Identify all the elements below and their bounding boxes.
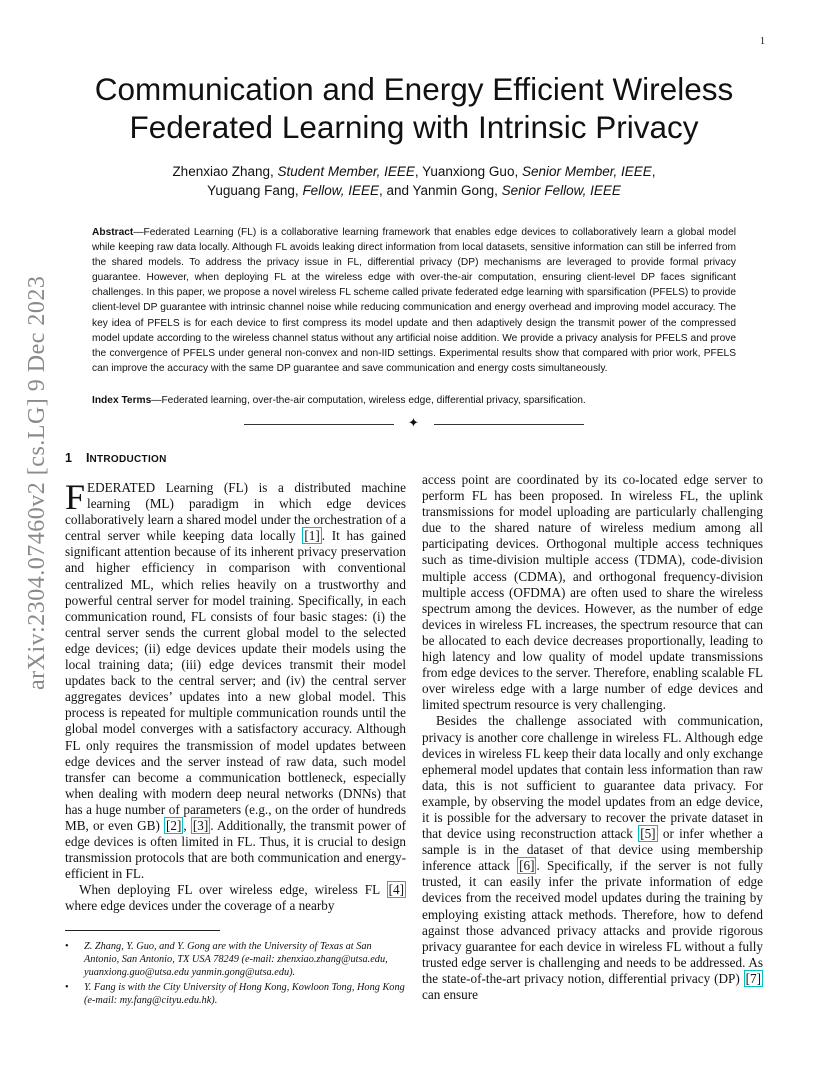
footnote: • Y. Fang is with the City University of Hong Kong, Kowloon Tong, Hong Kong (e-mail: my.fang@cityu.edu.hk). bbox=[65, 981, 406, 1007]
index-terms-label: Index Terms bbox=[92, 395, 152, 406]
text-run: Learning (FL) is a distributed machine learning (ML) paradigm in which edge devices collaboratively learn a shared model under the orchestration of a central server while keeping data locally bbox=[65, 480, 406, 544]
page-number: 1 bbox=[760, 36, 765, 47]
text-run: , bbox=[183, 817, 191, 833]
citation-link[interactable]: [2] bbox=[166, 817, 182, 833]
index-terms bbox=[92, 394, 736, 408]
left-column bbox=[65, 477, 406, 915]
index-terms-text: —Federated learning, over-the-air computation, wireless edge, differential privacy, sparsification. bbox=[151, 395, 586, 406]
section-number: 1 bbox=[65, 451, 72, 465]
citation-link[interactable]: [4] bbox=[388, 882, 404, 898]
arxiv-identifier: arXiv:2304.07460v2 [cs.LG] 9 Dec 2023 bbox=[24, 275, 50, 690]
author-role: Fellow, IEEE bbox=[302, 183, 379, 198]
citation-link[interactable]: [1] bbox=[304, 528, 320, 544]
citation-link[interactable]: [6] bbox=[519, 858, 535, 874]
divider-line-right bbox=[434, 424, 584, 425]
paragraph bbox=[65, 882, 406, 914]
text-run: . It has gained significant attention because of its inherent privacy preservation and higher efficiency in comparison with conventional centralized ML, which relies heavily on a trustworthy and powerful central server for model training. Specifically, in each communication round, FL consists of four basic stages: (i) the central server sends the current global model to the selected edge devices; (ii) edge devices update their models using the local training data; (iii) edge devices transmit their model updates back to the central server; and (iv) the central server aggregates devices’ updates into a new global model. This process is repeated for multiple communication rounds until the global model converges with a satisfactory accuracy. Although FL only requires the transmission of model updates between edge devices and the server instead of raw data, such model transfer can become a communication bottleneck, especially when dealing with modern deep neural networks (DNNs) that has a huge number of parameters (e.g., on the order of hundreds MB, or even GB) bbox=[65, 528, 406, 833]
author-name: Yanmin Gong bbox=[412, 183, 495, 198]
text-run: or infer whether a sample is in the dataset of that device using membership inference attack bbox=[422, 826, 763, 874]
text-run: . Specifically, if the server is not fully trusted, it can easily infer the private information of edge devices from the received model updates during the training by employing existing attack methods. Therefore, how to defend against those advanced privacy attacks and provide rigorous privacy guarantee for each device in wireless FL without a fully trusted edge server is challenging and needs to be addressed. As the state-of-the-art privacy notion, differential privacy (DP) bbox=[422, 858, 764, 986]
footnote-rule bbox=[65, 930, 220, 931]
author-role: Senior Fellow, IEEE bbox=[501, 183, 621, 198]
author-role: Student Member, IEEE bbox=[277, 164, 415, 179]
footnote: • Z. Zhang, Y. Guo, and Y. Gong are with the University of Texas at San Antonio, San Antonio, TX USA 78249 (e-mail: zhenxiao.zhang@utsa.edu, yuanxiong.guo@utsa.edu yanmin.gong@utsa.edu). bbox=[65, 940, 406, 979]
abstract-label: Abstract bbox=[92, 227, 134, 238]
text-run: When deploying FL over wireless edge, wireless FL bbox=[79, 882, 387, 898]
author-conjunction: and bbox=[386, 183, 410, 198]
author-name: Zhenxiao Zhang bbox=[172, 164, 271, 179]
section-title-initial: I bbox=[85, 451, 90, 465]
citation-link[interactable]: [5] bbox=[640, 826, 656, 842]
section-heading bbox=[65, 451, 167, 465]
divider-line-left bbox=[244, 424, 394, 425]
right-column bbox=[422, 472, 763, 1003]
citation-link[interactable]: [7] bbox=[745, 970, 761, 986]
drop-cap: F bbox=[65, 477, 86, 517]
paragraph bbox=[422, 713, 763, 1003]
author-name: Yuguang Fang bbox=[207, 183, 295, 198]
text-run: . Additionally, the transmit power of edge devices is often limited in FL. Thus, it is crucial to design transmission protocols that are both communication and energy-efficient in FL. bbox=[65, 817, 406, 882]
text-run: where edge devices under the coverage of a nearby bbox=[65, 898, 335, 914]
arxiv-sidebar bbox=[22, 275, 52, 690]
author-list: Zhenxiao Zhang, Student Member, IEEE, Yuanxiong Guo, Senior Member, IEEE, Yuguang Fang, Fellow, IEEE, and Yanmin Gong, Senior Fellow, IEEE bbox=[172, 164, 656, 198]
text-run: Besides the challenge associated with communication, privacy is another core challenge in wireless FL. Although edge devices in wireless FL keep their data locally and only exchange ephemeral model updates that contain less information than raw data, this is not sufficient to guarantee data privacy. For example, by observing the model updates from an edge device, it is possible for the adversary to recover the private dataset in that device using reconstruction attack bbox=[422, 713, 763, 842]
paragraph bbox=[65, 477, 406, 882]
text-run: can ensure bbox=[422, 987, 479, 1002]
section-divider bbox=[244, 416, 584, 432]
abstract-text: —Federated Learning (FL) is a collaborative learning framework that enables edge devices to collaboratively learn a global model while keeping raw data locally. Although FL avoids leaking direct information from local datasets, sensitive information can still be inferred from the shared models. To address the privacy issue in FL, differential privacy (DP) mechanisms are leveraged to provide formal privacy guarantee. However, when deploying FL at the wireless edge with over-the-air computation, ensuring client-level DP faces significant challenges. In this paper, we propose a novel wireless FL scheme called private federated edge learning with sparsification (PFELS) to provide client-level DP guarantee with intrinsic channel noise while reducing communication and energy overhead and improving model accuracy. The key idea of PFELS is for each device to first compress its model update and then adaptively design the transmit power of the compressed model update according to the wireless channel status without any artificial noise addition. We provide a privacy analysis for PFELS and prove the convergence of PFELS under general non-convex and non-IID settings. Experimental results show that compared with prior work, PFELS can improve the accuracy with the same DP guarantee and save communication and energy costs simultaneously. bbox=[92, 227, 736, 374]
paper-title: Communication and Energy Efficient Wireless Federated Learning with Intrinsic Privacy bbox=[94, 71, 734, 145]
footnotes bbox=[65, 940, 406, 1009]
author-role: Senior Member, IEEE bbox=[521, 164, 652, 179]
paragraph-continuation: access point are coordinated by its co-located edge server to perform FL has been proposed. In wireless FL, the uplink transmissions for model uploading are particularly challenging due to the shared nature of wireless medium among all participating devices. Orthogonal multiple access techniques such as time-division multiple access (TDMA), code-division multiple access (CDMA), and orthogonal frequency-division multiple access (OFDMA) are often used to share the wireless spectrum among the devices. However, as the number of edge devices in wireless FL increases, the spectrum resource that can be allocated to each device decreases proportionally, leading to high latency and low quality of model update transmissions from edge devices to the server. Therefore, enabling scalable FL over wireless edge with a large number of edge devices and limited spectrum resource is very challenging. bbox=[422, 472, 763, 713]
citation-link[interactable]: [3] bbox=[192, 817, 209, 833]
section-title-rest: NTRODUCTION bbox=[89, 454, 167, 465]
small-caps-word: EDERATED bbox=[87, 480, 156, 495]
author-name: Yuanxiong Guo bbox=[422, 164, 515, 179]
divider-diamond-icon: ✦ bbox=[408, 416, 419, 431]
abstract bbox=[92, 225, 736, 376]
